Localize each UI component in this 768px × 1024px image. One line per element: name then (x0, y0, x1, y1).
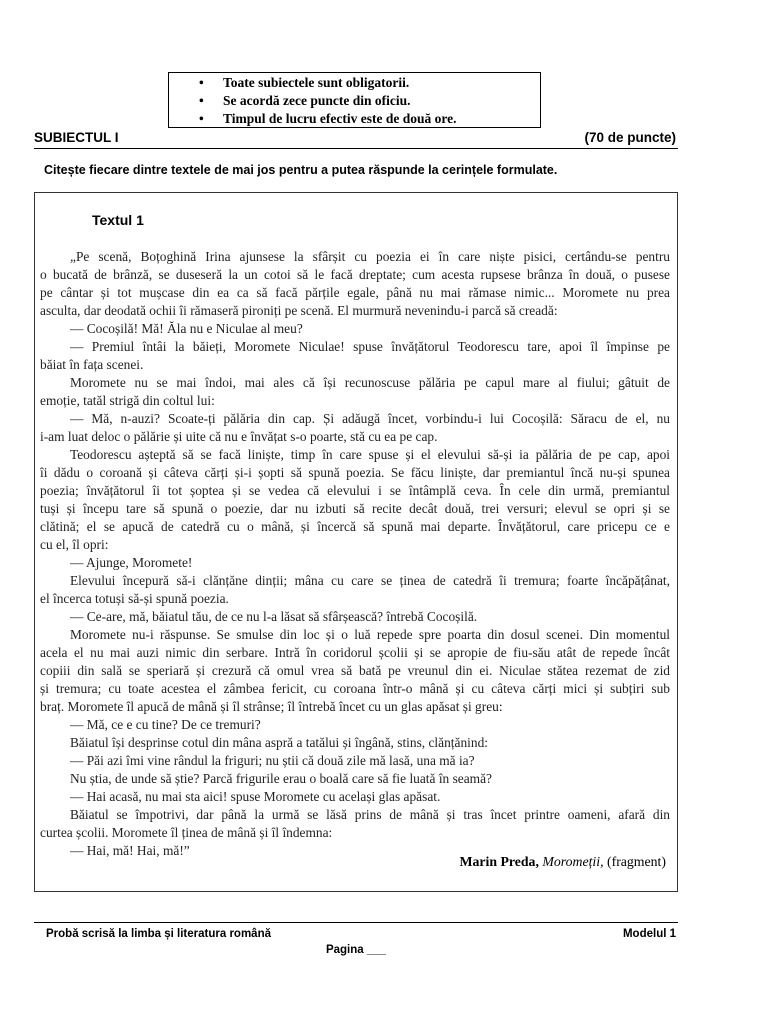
passage-line: și tremura; cu toate acestea el zâmbea fericit, cu coroana într-o mână și cu câteva cărți mici și subțiri sub (40, 681, 670, 696)
passage-line: asculta, dar deodată ochii îi rămaseră pironiți pe scenă. El murmură nevenindu-i parcă să creadă: (40, 303, 558, 318)
passage-line: copiii din sală se speriară și crezură că omul vrea să bată pe vreunul din ei. Niculae stătea rezemat de zid (40, 663, 670, 678)
rule-item (169, 110, 540, 128)
passage-line: — Premiul întâi la băieți, Moromete Niculae! spuse învățătorul Teodorescu tare, apoi îl împinse pe (70, 339, 670, 354)
footer-divider (34, 922, 678, 923)
bullet-icon: • (199, 111, 204, 126)
rule-text: Se acordă zece puncte din oficiu. (223, 93, 411, 108)
passage-line: cu el, îl opri: (40, 537, 109, 552)
passage-line: clătină; el se apucă de catedră cu o mână, și încercă să spună mai departe. Învățătorul, care pricepu ce e (40, 519, 670, 534)
passage-line: Moromete nu se mai îndoi, mai ales că își recunoscuse pălăria pe capul mare al fiului; gâtuit de (70, 375, 670, 390)
passage-line: Băiatul se împotrivi, dar până la urmă se lăsă prins de mână și tras încet printre oameni, afară din (70, 807, 670, 822)
passage-line: — Hai acasă, nu mai sta aici! spuse Moromete cu același glas apăsat. (70, 789, 441, 804)
passage-line: — Ce-are, mă, băiatul tău, de ce nu l-a lăsat să sfârșească? întrebă Cocoșilă. (70, 609, 478, 624)
bullet-icon: • (199, 93, 204, 108)
bullet-icon: • (199, 75, 204, 90)
passage-line: — Cocoșilă! Mă! Ăla nu e Niculae al meu? (70, 321, 303, 336)
text-title: Textul 1 (92, 212, 144, 228)
subject-header (34, 128, 678, 149)
passage-line: Teodorescu așteptă să se facă liniște, timp în care spuse și el elevului să-și ia pălăria de pe cap, apoi (70, 447, 670, 462)
passage-line: acela el nu mai auzi nimic din serbare. Intră în coridorul școlii și se apropie de fiu-său atât de repede încât (40, 645, 670, 660)
footer-exam-name: Probă scrisă la limba și literatura română (46, 928, 271, 940)
passage-line: tuși și începu tare să spună o poezie, dar nu izbuti să recite decât două, trei versuri; elevul se opri și se (40, 501, 670, 516)
passage-line: i-am luat deloc o pălărie și uite că nu e învățat s-o poarte, stă cu ea pe cap. (40, 429, 438, 444)
subject-points: (70 de puncte) (584, 130, 676, 145)
instruction-text: Citește fiecare dintre textele de mai jos pentru a putea răspunde la cerințele formulate. (44, 163, 558, 177)
passage-line: — Mă, ce e cu tine? De ce tremuri? (70, 717, 261, 732)
passage-line: — Mă, n-auzi? Scoate-ți pălăria din cap. Și adăugă încet, vorbindu-i lui Cocoșilă: Săracu de el, nu (70, 411, 670, 426)
rule-text: Timpul de lucru efectiv este de două ore. (223, 111, 457, 126)
attribution-note: (fragment) (607, 854, 666, 869)
passage (40, 248, 670, 860)
footer-page-number: Pagina ___ (325, 944, 387, 956)
passage-line: „Pe scenă, Boțoghină Irina ajunsese la sfârșit cu poezia ei în care niște pisici, certându-se pentru (70, 249, 670, 264)
rules-list (169, 74, 540, 128)
rules-box (168, 72, 541, 128)
passage-line: el încerca totuși să-și spună poezia. (40, 591, 229, 606)
attribution-author: Marin Preda, (459, 854, 539, 869)
passage-line: băiat în fața scenei. (40, 357, 144, 372)
attribution-work: Moromeții, (542, 854, 604, 869)
attribution (459, 852, 666, 872)
passage-line: îi dădu o coroană și câteva cărți și-i șopti să spună poezia. Se făcu liniște, dar premiantul încă nu-și spunea (40, 465, 670, 480)
passage-line: Nu știa, de unde să știe? Parcă frigurile erau o boală care să fie luată în seamă? (70, 771, 492, 786)
passage-line: — Ajunge, Moromete! (70, 555, 193, 570)
rule-text: Toate subiectele sunt obligatorii. (223, 75, 410, 90)
passage-line: — Păi azi îmi vine rândul la friguri; nu știi că două zile mă lasă, una mă ia? (70, 753, 475, 768)
footer-model: Modelul 1 (622, 928, 676, 940)
passage-line: braț. Moromete îl apucă de mână și îl strânse; îl întrebă încet cu un glas apăsat și greu: (40, 699, 503, 714)
passage-line: pe cântar și tot mușcase din ea ca să facă părțile egale, până nu mai rămase nimic... Moromete nu prea (40, 285, 670, 300)
passage-line: Moromete nu-i răspunse. Se smulse din loc și o luă repede spre poarta din dosul scenei. Din momentul (70, 627, 670, 642)
passage-line: curtea școlii. Moromete îl ținea de mână și îl îndemna: (40, 825, 333, 840)
passage-line: o bucată de brânză, se duseseră la un cotoi să le facă dreptate; cum acesta rupsese brânza în două, o pusese (40, 267, 670, 282)
passage-line: Băiatul își desprinse cotul din mâna aspră a tatălui și îngână, stins, clănțănind: (70, 735, 488, 750)
passage-line: emoție, tatăl strigă din coltul lui: (40, 393, 215, 408)
passage-line: poezia; învățătorul îi tot șoptea și se vedea că elevului i se întâmplă ceva. În cele din urmă, premiantul (40, 483, 670, 498)
rule-item (169, 74, 540, 92)
rule-item (169, 92, 540, 110)
subject-title: SUBIECTUL I (34, 130, 119, 145)
passage-line: — Hai, mă! Hai, mă!” (70, 843, 190, 858)
passage-line: Elevului începură să-i clănțăne dinții; mâna cu care se ținea de catedră îi tremura; foarte încăpățânat, (70, 573, 670, 588)
